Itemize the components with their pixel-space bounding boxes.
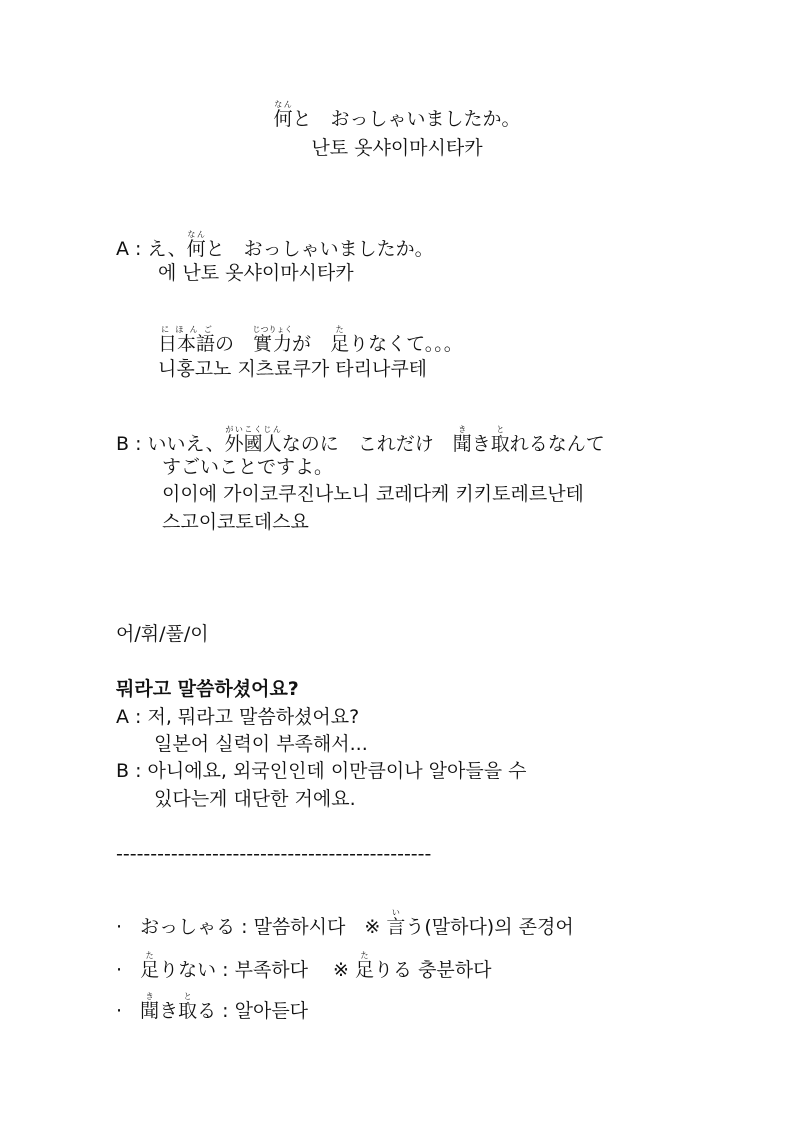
bullet: · [116, 1000, 123, 1022]
dialog-b-line4-korean: 스고이코토데스요 [162, 511, 309, 533]
speaker-b-label: B : [116, 433, 142, 455]
note-item: · おっしゃる : 말씀하시다 ※ 言いう(말하다)의 존경어 [116, 908, 574, 938]
separator-line: ---------------------------------------------- [116, 843, 432, 865]
vocab-heading: 어/휘/풀/이 [116, 623, 209, 645]
dialog-b-line2: すごいことですよ。 [162, 456, 334, 478]
translation-a1: A : 저, 뭐라고 말씀하셨어요? [116, 706, 360, 728]
dialog-a-line2-korean: 니홍고노 지츠료쿠가 타리나쿠테 [158, 358, 428, 380]
dialog-b-line3-korean: 이이에 가이코쿠진나노니 코레다케 키키토레르난테 [162, 483, 584, 505]
title-japanese: 何なんと おっしゃいましたか。 [273, 100, 521, 130]
dialog-a-line1-korean: 에 난토 옷샤이마시타카 [158, 262, 354, 284]
translation-a2: 일본어 실력이 부족해서... [154, 733, 368, 755]
bullet: · [116, 959, 123, 981]
translation-title: 뭐라고 말씀하셨어요? [116, 678, 299, 700]
note-item: · 聞きき取とる : 알아듣다 [116, 992, 309, 1022]
dialog-b-line1: B : いいえ、外國人がいこくじんなのに これだけ 聞きき取とれるなんて [116, 425, 605, 455]
note-item: · 足たりない : 부족하다 ※ 足たりる 충분하다 [116, 951, 492, 981]
dialog-a-line2: 日本語にほんごの 實力じつりょくが 足たりなくて。。。 [158, 325, 463, 355]
translation-b2: 있다는게 대단한 거에요. [154, 788, 356, 810]
bullet: · [116, 916, 123, 938]
speaker-a-label: A : [116, 238, 142, 260]
dialog-a-line1: A : え、何なんと おっしゃいましたか。 [116, 230, 434, 260]
ruby-word: 何なん [273, 100, 293, 130]
title-korean: 난토 옷샤이마시타카 [311, 137, 483, 159]
translation-b1: B : 아니에요, 외국인인데 이만큼이나 알아들을 수 [116, 760, 527, 782]
